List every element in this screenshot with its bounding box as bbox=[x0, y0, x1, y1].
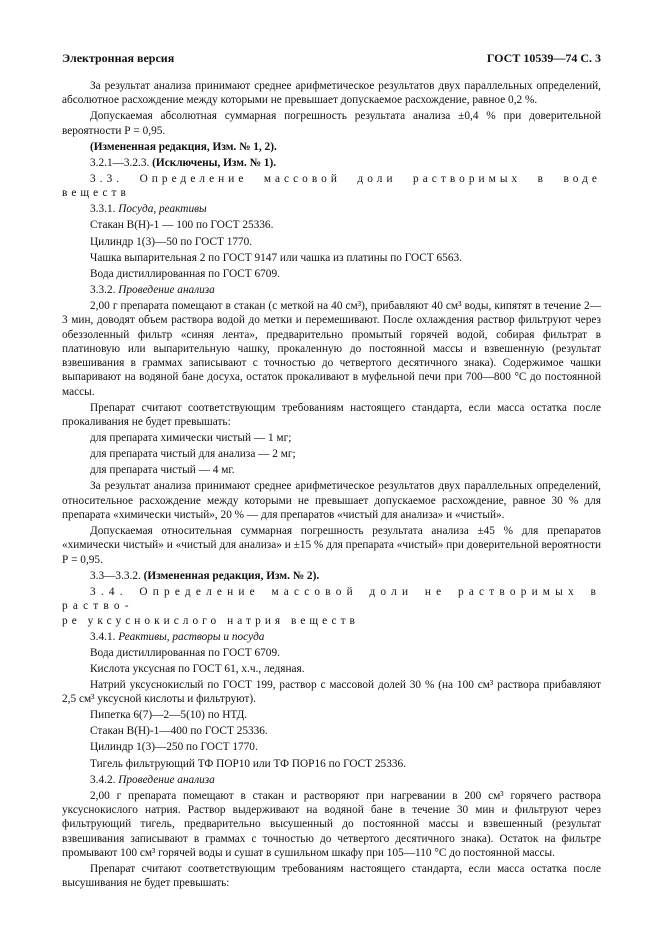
clause-number: 3.4.1. bbox=[90, 630, 116, 643]
clause-number: 3.4.2. bbox=[90, 773, 116, 786]
paragraph: Препарат считают соответствующим требованиям настоящего стандарта, если масса остатка после прокаливания не будет превышать: bbox=[62, 401, 601, 429]
clause-number: 3.3.1. bbox=[90, 203, 116, 216]
paragraph: Препарат считают соответствующим требованиям настоящего стандарта, если масса остатка после высушивания не будет превышать: bbox=[62, 863, 601, 890]
amendment-note: (Исключены, Изм. № 1). bbox=[152, 156, 277, 169]
header-edition-label: Электронная версия bbox=[62, 51, 175, 65]
paragraph: Допускаемая абсолютная суммарная погрешность результата анализа ±0,4 % при доверительной вероятности Р = 0,95. bbox=[62, 110, 601, 137]
clause-number: 3.3.2. bbox=[90, 283, 116, 296]
paragraph: 2,00 г препарата помещают в стакан и растворяют при нагревании в 200 см³ горячего раствора уксуснокислого натрия. Раствор выдерживают на водяной бане в течение 30 мин и фильтруют через фильтрующий тигель, предварительно высушенный до постоянной массы и взвешенный (результат взвешивания записывают в граммах с точностью до четвертого десятичного знака). Остаток на фильтре промывают 100 см³ горячей воды и сушат в сушильном шкафу при 105—110 °С до постоянной массы. bbox=[62, 789, 601, 859]
list-item: Тигель фильтрующий ТФ ПОР10 или ТФ ПОР16 по ГОСТ 25336. bbox=[90, 757, 406, 770]
list-item: Чашка выпарительная 2 по ГОСТ 9147 или чашка из платины по ГОСТ 6563. bbox=[90, 251, 462, 264]
clause-excluded bbox=[62, 156, 601, 170]
subsection-title: Реактивы, растворы и посуда bbox=[118, 630, 265, 643]
list-item: Кислота уксусная по ГОСТ 61, х.ч., ледяная. bbox=[90, 662, 305, 675]
amendment-note: (Измененная редакция, Изм. № 1, 2). bbox=[90, 140, 277, 153]
subsection-heading bbox=[62, 630, 601, 644]
amendment-line bbox=[62, 569, 601, 583]
section-heading: 3.4. Определение массовой доли не растворимых в раство- bbox=[62, 585, 601, 613]
paragraph: 2,00 г препарата помещают в стакан (с меткой на 40 см³), прибавляют 40 см³ воды, кипятят в течение 2—3 мин, доводят объем раствора водой до метки и перемешивают. После охлаждения раствор фильтруют через обеззоленный фильтр «синяя лента», предварительно промытый горячей водой, собирая фильтрат в платиновую или выпарительную чашку, прокаленную до постоянной массы и взвешенную (результат взвешивания в граммах записывают с точностью до четвертого десятичного знака). Содержимое чашки выпаривают на водяной бане досуха, остаток прокаливают в муфельной печи при 700—800 °С до постоянной массы. bbox=[62, 299, 601, 398]
paragraph: Натрий уксуснокислый по ГОСТ 199, раствор с массовой долей 30 % (на 100 см³ раствора прибавляют 2,5 см³ уксусной кислоты и фильтруют). bbox=[62, 678, 601, 706]
section-heading-continued: ре уксуснокислого натрия веществ bbox=[62, 614, 359, 627]
list-item: Цилиндр 1(3)—250 по ГОСТ 1770. bbox=[90, 741, 258, 754]
page-header bbox=[62, 51, 601, 67]
clause-number: 3.3—3.3.2. bbox=[90, 569, 141, 582]
subsection-heading bbox=[62, 283, 601, 297]
subsection-title: Проведение анализа bbox=[118, 283, 215, 296]
list-item: Стакан В(Н)-1 — 100 по ГОСТ 25336. bbox=[90, 219, 274, 232]
paragraph: За результат анализа принимают среднее арифметическое результатов двух параллельных определений, абсолютное расхождение между которыми не превышает допускаемое расхождение, равное 0,2 %. bbox=[62, 80, 601, 107]
list-item: Вода дистиллированная по ГОСТ 6709. bbox=[90, 646, 280, 659]
section-heading: 3.3. Определение массовой доли растворимых в воде веществ bbox=[62, 172, 601, 200]
amendment-note: (Измененная редакция, Изм. № 2). bbox=[143, 569, 320, 582]
list-item: для препарата чистый для анализа — 2 мг; bbox=[90, 448, 296, 461]
list-item: Вода дистиллированная по ГОСТ 6709. bbox=[90, 267, 280, 280]
document-body bbox=[62, 79, 601, 892]
paragraph: Допускаемая относительная суммарная погрешность результата анализа ±45 % для препаратов «химически чистый» и «чистый для анализа» и ±15 % для препарата «чистый» при доверительной вероятности Р = 0,95. bbox=[62, 525, 601, 566]
list-item: Цилиндр 1(3)—50 по ГОСТ 1770. bbox=[90, 235, 253, 248]
header-standard-page: ГОСТ 10539—74 С. 3 bbox=[486, 51, 601, 65]
list-item: для препарата химически чистый — 1 мг; bbox=[90, 432, 292, 445]
list-item: для препарата чистый — 4 мг. bbox=[90, 464, 235, 477]
paragraph: За результат анализа принимают среднее арифметическое результатов двух параллельных определений, относительное расхождение между которыми не превышает допускаемое расхождение, равное 30 % для препарата «химически чистый», 20 % — для препаратов «чистый для анализа» и «чистый». bbox=[62, 480, 601, 522]
clause-number: 3.2.1—3.2.3. bbox=[90, 156, 150, 169]
list-item: Пипетка 6(7)—2—5(10) по НТД. bbox=[90, 709, 248, 722]
subsection-heading bbox=[62, 202, 601, 216]
subsection-title: Проведение анализа bbox=[118, 773, 215, 786]
subsection-heading bbox=[62, 773, 601, 787]
list-item: Стакан В(Н)-1—400 по ГОСТ 25336. bbox=[90, 725, 268, 738]
subsection-title: Посуда, реактивы bbox=[118, 203, 207, 216]
